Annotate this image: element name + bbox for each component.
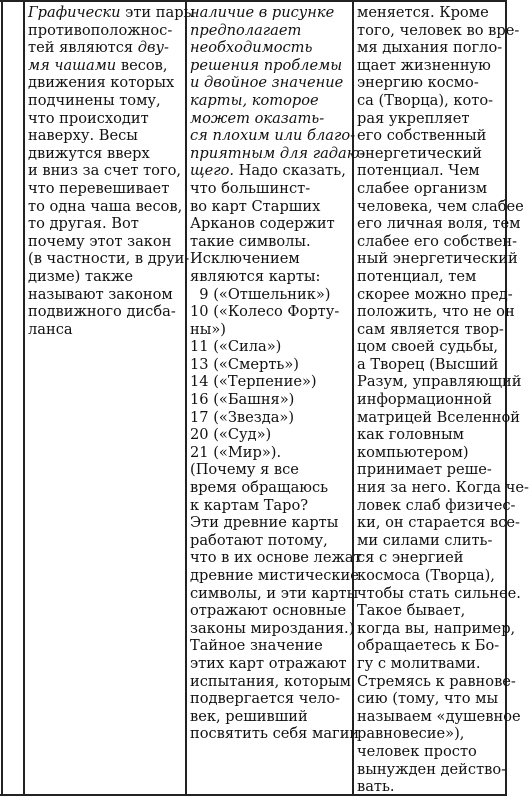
text-segment: сам является твор- (357, 320, 504, 338)
text-line (190, 162, 348, 180)
text-line (357, 74, 504, 92)
text-segment: человек просто (357, 742, 477, 760)
text-line (28, 145, 181, 163)
text-line (190, 479, 348, 497)
text-line (190, 39, 348, 57)
text-segment: слабее его собствен- (357, 232, 518, 250)
text-segment: гу с молитвами. (357, 654, 481, 672)
text-line (357, 672, 516, 691)
text-segment: 20 («Суд») (190, 426, 272, 444)
text-line (28, 22, 181, 40)
text-segment: и двойное значение (190, 74, 344, 92)
text-line (190, 356, 348, 374)
table-cell-col-3 (357, 4, 529, 796)
text-line (357, 356, 504, 374)
text-segment: 11 («Сила») (190, 338, 282, 356)
text-segment: (Почему я все (190, 461, 299, 479)
text-segment: противоположнос- (28, 21, 173, 39)
text-segment: почему этот закон (28, 232, 172, 250)
text-line (357, 549, 504, 567)
text-segment: Тайное значение (190, 637, 323, 655)
text-line (28, 321, 181, 339)
text-segment: дизме) также (28, 267, 133, 285)
text-line (357, 602, 504, 620)
text-segment: что перевешивает (28, 179, 170, 197)
text-line (357, 725, 504, 743)
text-line (28, 180, 181, 198)
text-line (357, 215, 521, 233)
text-segment: подвижного дисба- (28, 303, 176, 321)
text-segment: Эти древние карты (190, 514, 339, 532)
text-segment: необходимость (190, 39, 313, 57)
column-divider-3 (352, 0, 354, 796)
text-line (190, 567, 359, 585)
text-line (190, 725, 360, 743)
text-line (190, 672, 352, 691)
text-line (357, 637, 504, 655)
text-line (190, 619, 355, 638)
text-line (357, 250, 518, 268)
text-segment: являются карты: (190, 267, 321, 285)
text-line (190, 549, 362, 567)
text-segment: древние мистические (190, 567, 359, 584)
text-segment: ния за него. Когда че- (357, 479, 529, 497)
text-line (190, 532, 348, 550)
text-segment: слабее организм (357, 179, 488, 197)
text-segment: эти пары (120, 4, 196, 21)
text-segment: к картам Таро? (190, 496, 309, 514)
text-segment: меняется. Кроме (357, 4, 489, 21)
text-segment: энергетический (357, 144, 482, 162)
text-line (190, 144, 365, 163)
text-line (357, 461, 504, 479)
text-line (357, 92, 504, 110)
text-segment: Разум, управляющий (357, 373, 522, 391)
text-line (357, 444, 504, 462)
text-segment: Надо сказать, (234, 162, 346, 180)
text-line (357, 321, 504, 339)
text-line (357, 373, 522, 391)
text-segment: движутся вверх (28, 144, 150, 162)
text-segment: испытания, которым (190, 672, 352, 690)
text-line (190, 461, 348, 479)
text-line (28, 215, 181, 233)
text-segment: космоса (Творца), (357, 567, 495, 584)
text-line (28, 303, 181, 321)
text-line (190, 338, 348, 356)
text-line (357, 180, 504, 198)
text-segment: Графически (28, 4, 121, 21)
text-segment: Такое бывает, (357, 602, 466, 620)
text-segment: Исключением (190, 250, 300, 268)
text-line (28, 162, 181, 180)
text-line (190, 92, 348, 110)
text-segment: этих карт отражают (190, 654, 347, 672)
text-segment: предполагает (190, 21, 302, 39)
text-segment: законы мироздания.) (190, 619, 355, 637)
text-line (28, 39, 181, 57)
text-segment: во карт Старших (190, 197, 321, 215)
text-segment: вынужден действо- (357, 760, 507, 778)
text-line (190, 303, 348, 321)
text-segment: обращаетесь к Бо- (357, 637, 500, 655)
text-segment: ми силами слить- (357, 531, 493, 549)
column-divider-1 (23, 0, 25, 796)
text-segment: 16 («Башня») (190, 391, 295, 409)
text-segment: подчинены тому, (28, 91, 161, 109)
text-segment: время обращаюсь (190, 479, 329, 497)
text-line (190, 690, 348, 708)
text-segment: положить, что не он (357, 303, 515, 321)
text-line (357, 338, 504, 356)
text-line (190, 215, 348, 233)
text-line (357, 57, 504, 75)
text-segment: то одна чаша весов, (28, 197, 183, 215)
text-line (190, 602, 348, 620)
text-line (190, 321, 348, 339)
text-line (28, 4, 196, 22)
text-segment: 14 («Терпение») (190, 373, 317, 391)
text-segment: его личная воля, тем (357, 215, 521, 233)
text-segment: отражают основные (190, 602, 347, 620)
text-line (190, 514, 348, 532)
text-line (190, 409, 348, 427)
text-segment: что происходит (28, 109, 149, 127)
text-segment: чтобы стать сильнее. (357, 584, 521, 602)
text-line (357, 391, 504, 409)
text-line (28, 268, 181, 286)
text-segment: (в частности, в друи- (28, 250, 190, 268)
text-line (357, 145, 504, 163)
text-segment: такие символы. (190, 232, 311, 250)
text-segment: 21 («Мир»). (190, 443, 282, 461)
text-line (357, 4, 504, 22)
text-segment: человека, чем слабее (357, 197, 524, 215)
text-line (190, 22, 348, 40)
text-segment: как головным (357, 426, 464, 444)
text-segment: наверху. Весы (28, 127, 138, 145)
text-line (357, 514, 520, 532)
text-segment: вать. (357, 778, 395, 796)
text-line (28, 57, 181, 75)
text-line (357, 408, 520, 427)
text-line (190, 268, 348, 286)
text-line (190, 637, 348, 655)
text-segment: ловек слаб физичес- (357, 496, 516, 514)
text-segment: ный энергетический (357, 250, 518, 268)
text-segment: а Творец (Высший (357, 355, 499, 373)
column-divider-2 (185, 0, 187, 796)
text-segment: щего. (190, 162, 235, 180)
text-segment: и вниз за счет того, (28, 162, 182, 180)
text-segment: подвергается чело- (190, 690, 341, 708)
text-line (190, 286, 348, 304)
text-segment: называют законом (28, 285, 173, 303)
text-segment: равновесие»), (357, 725, 465, 743)
text-line (28, 198, 181, 216)
text-segment: ки, он старается все- (357, 514, 520, 532)
text-line (190, 391, 348, 409)
text-segment: ся плохим или благо- (190, 127, 356, 145)
text-segment: символы, и эти карты (190, 584, 359, 602)
text-line (357, 232, 518, 251)
text-segment: Стремясь к равнове- (357, 672, 516, 690)
text-line (357, 39, 504, 57)
text-segment: Арканов содержит (190, 215, 335, 233)
text-line (190, 584, 359, 603)
text-line (357, 197, 524, 216)
text-line (190, 57, 348, 75)
text-segment: что большинст- (190, 179, 311, 197)
text-segment: что в их основе лежат (190, 549, 362, 567)
text-segment: весов, (116, 56, 168, 74)
text-line (357, 162, 504, 180)
text-segment: век, решивший (190, 707, 308, 725)
text-segment: принимает реше- (357, 461, 492, 479)
text-line (28, 286, 181, 304)
text-line (357, 268, 504, 286)
text-line (190, 708, 348, 726)
text-line (357, 285, 513, 304)
text-segment: приятным для гадаю- (190, 144, 365, 162)
text-line (28, 127, 181, 145)
text-line (357, 479, 529, 497)
text-segment: 10 («Колесо Форту- (190, 303, 340, 321)
text-segment: решения проблемы (190, 56, 343, 74)
text-line (28, 74, 181, 92)
text-segment: мя дыхания погло- (357, 39, 503, 57)
text-line (357, 778, 504, 796)
text-segment: того, человек во вре- (357, 21, 520, 39)
text-segment: дву- (137, 39, 169, 57)
text-line (357, 426, 504, 444)
table-cell-col-1 (28, 4, 196, 338)
text-segment: может оказать- (190, 109, 325, 127)
text-line (357, 619, 516, 638)
text-segment: потенциал. Чем (357, 162, 480, 180)
text-line (190, 4, 348, 22)
text-segment: скорее можно пред- (357, 285, 513, 303)
text-line (357, 110, 504, 128)
text-segment: то другая. Вот (28, 215, 139, 233)
text-segment: работают потому, (190, 531, 328, 549)
text-segment: ны») (190, 320, 226, 338)
text-line (357, 21, 520, 40)
text-segment: движения которых (28, 74, 175, 92)
text-segment: компьютером) (357, 443, 469, 461)
text-line (190, 373, 348, 391)
text-line (357, 496, 516, 515)
text-segment: называем «душевное (357, 707, 521, 725)
text-line (190, 110, 348, 128)
text-segment: его собственный (357, 127, 487, 145)
text-line (190, 497, 348, 515)
text-segment: ланса (28, 320, 73, 338)
text-segment: мя чашами (28, 56, 117, 74)
text-line (190, 180, 348, 198)
text-segment: 13 («Смерть») (190, 355, 299, 373)
text-line (357, 127, 504, 145)
text-line (357, 760, 507, 779)
column-divider-0 (1, 0, 3, 796)
text-line (357, 690, 504, 708)
text-segment: 9 («Отшельник») (190, 285, 331, 303)
text-segment: карты, которое (190, 91, 319, 109)
text-segment: рая укрепляет (357, 109, 470, 127)
text-segment: цом своей судьбы, (357, 338, 499, 356)
text-line (28, 110, 181, 128)
text-segment: тей являются (28, 39, 138, 57)
text-segment: посвятить себя магии (190, 725, 360, 743)
text-segment: матрицей Вселенной (357, 408, 520, 426)
text-line (357, 584, 521, 603)
text-line (357, 303, 515, 321)
text-line (357, 743, 504, 761)
text-line (190, 127, 356, 145)
text-line (190, 198, 348, 216)
text-segment: сию (тому, что мы (357, 690, 499, 708)
text-line (190, 74, 348, 92)
text-segment: когда вы, например, (357, 619, 516, 637)
text-line (28, 250, 190, 268)
text-segment: 17 («Звезда») (190, 408, 295, 426)
text-line (190, 426, 348, 444)
text-line (190, 444, 348, 462)
text-line (357, 567, 504, 585)
text-segment: информационной (357, 391, 492, 409)
text-segment: энергию космо- (357, 74, 479, 92)
text-line (190, 233, 348, 251)
text-line (357, 655, 504, 673)
text-segment: потенциал, тем (357, 267, 477, 285)
text-segment: са (Творца), кото- (357, 91, 494, 109)
text-line (28, 92, 181, 110)
text-line (357, 707, 521, 726)
text-line (357, 532, 504, 550)
table-top-border (0, 0, 507, 2)
text-segment: щает жизненную (357, 56, 491, 74)
text-line (190, 655, 348, 673)
text-segment: ся с энергией (357, 549, 464, 567)
table-cell-col-2 (190, 4, 365, 743)
text-segment: наличие в рисунке (190, 4, 335, 21)
text-line (190, 250, 348, 268)
text-line (28, 233, 181, 251)
